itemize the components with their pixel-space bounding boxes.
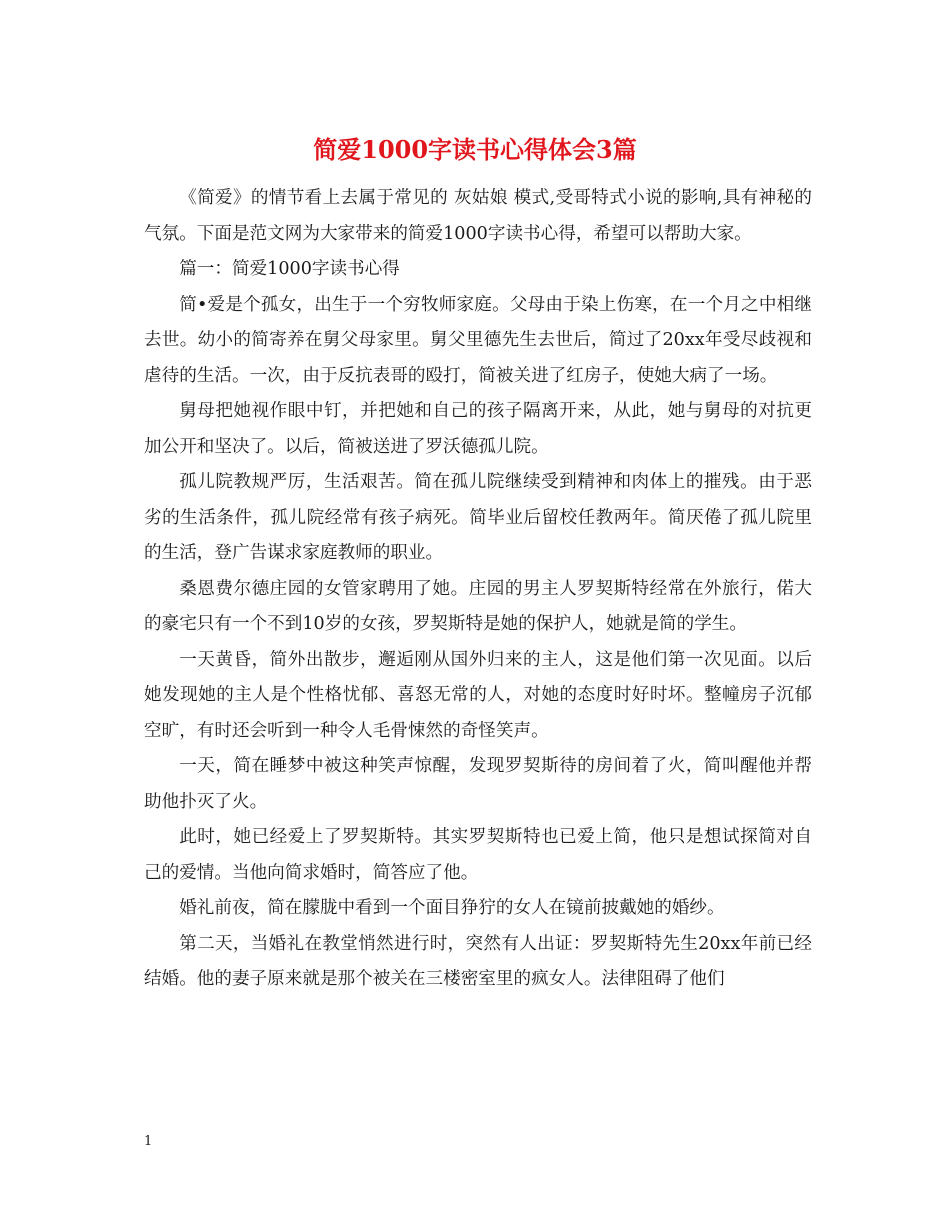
document-body: [144, 176, 812, 998]
paragraph-intro: 《简爱》的情节看上去属于常见的 灰姑娘 模式,受哥特式小说的影响,具有神秘的气氛。下面是范文网为大家带来的简爱1000字读书心得，希望可以帮助大家。: [144, 188, 812, 244]
paragraph: 桑恩费尔德庄园的女管家聘用了她。庄园的男主人罗契斯特经常在外旅行，偌大的豪宅只有一个不到10岁的女孩，罗契斯特是她的保护人，她就是简的学生。: [144, 578, 812, 634]
paragraph: 此时，她已经爱上了罗契斯特。其实罗契斯特也已爱上简，他只是想试探简对自己的爱情。当他向简求婚时，简答应了他。: [144, 827, 812, 883]
page-number: 1: [144, 1134, 153, 1149]
paragraph: 一天，简在睡梦中被这种笑声惊醒，发现罗契斯待的房间着了火，简叫醒他并帮助他扑灭了火。: [144, 756, 812, 812]
paragraph: 简•爱是个孤女，出生于一个穷牧师家庭。父母由于染上伤寒，在一个月之中相继去世。幼小的简寄养在舅父母家里。舅父里德先生去世后，简过了20xx年受尽歧视和虐待的生活。一次，由于反抗表哥的殴打，简被关进了红房子，使她大病了一场。: [144, 294, 812, 386]
paragraph: 第二天，当婚礼在教堂悄然进行时，突然有人出证：罗契斯特先生20xx年前已经结婚。他的妻子原来就是那个被关在三楼密室里的疯女人。法律阻碍了他们: [144, 933, 812, 989]
paragraph: 一天黄昏，简外出散步，邂逅刚从国外归来的主人，这是他们第一次见面。以后她发现她的主人是个性格忧郁、喜怒无常的人，对她的态度时好时坏。整幢房子沉郁空旷，有时还会听到一种令人毛骨悚然的奇怪笑声。: [144, 649, 812, 741]
paragraph: 婚礼前夜，简在朦胧中看到一个面目狰狞的女人在镜前披戴她的婚纱。: [179, 898, 725, 918]
paragraph: 孤儿院教规严厉，生活艰苦。简在孤儿院继续受到精神和肉体上的摧残。由于恶劣的生活条件，孤儿院经常有孩子病死。简毕业后留校任教两年。简厌倦了孤儿院里的生活，登广告谋求家庭教师的职业。: [144, 472, 812, 563]
paragraph: 舅母把她视作眼中钉，并把她和自己的孩子隔离开来，从此，她与舅母的对抗更加公开和坚决了。以后，简被送进了罗沃德孤儿院。: [144, 401, 812, 457]
section-heading: 篇一：简爱1000字读书心得: [179, 259, 400, 279]
document-title: 简爱1000字读书心得体会3篇: [313, 135, 637, 164]
